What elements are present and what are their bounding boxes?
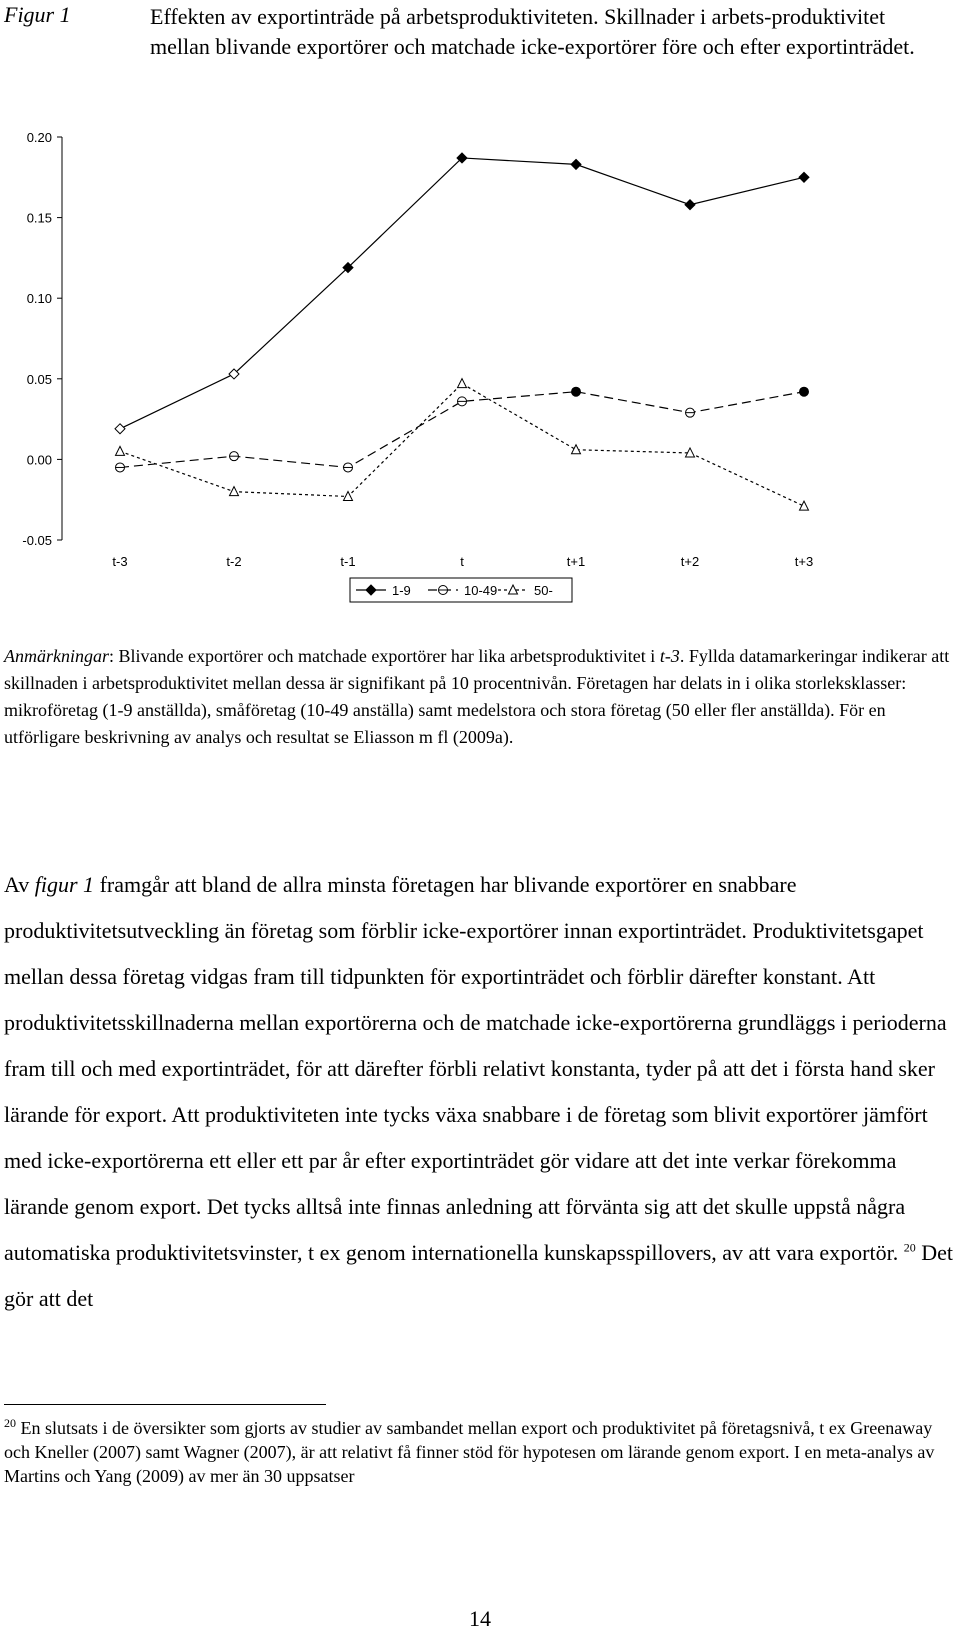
- x-tick-label: t: [460, 554, 464, 569]
- figure-notes: [4, 643, 954, 751]
- figure-reference: figur 1: [34, 872, 95, 897]
- data-point-50-: [458, 379, 467, 388]
- body-pre: Av: [4, 872, 35, 897]
- series-line-1-9: [120, 158, 804, 429]
- notes-label: Anmärkningar: [4, 646, 109, 666]
- y-tick-label: -0.05: [22, 533, 52, 548]
- body-paragraph: [4, 862, 959, 1322]
- data-point-10-49: [800, 387, 809, 396]
- data-point-1-9: [685, 200, 695, 210]
- notes-term: t-3: [659, 646, 680, 666]
- data-point-50-: [116, 446, 125, 455]
- figure-caption: Effekten av exportinträde på arbetsproduktiviteten. Skillnader i arbets-produktivitet mellan blivande exportörer och matchade icke-exportörer före och efter exportinträdet.: [150, 4, 915, 59]
- footnote: [4, 1416, 954, 1488]
- legend-label-50-: 50-: [534, 583, 553, 598]
- legend-label-1-9: 1-9: [392, 583, 411, 598]
- figure-label: Figur 1: [4, 2, 71, 27]
- data-point-50-: [230, 487, 239, 496]
- page-number: 14: [469, 1606, 491, 1631]
- productivity-line-chart: [0, 130, 960, 640]
- footnote-reference[interactable]: 20: [903, 1240, 916, 1255]
- x-tick-label: t-2: [226, 554, 242, 569]
- footnote-divider: [4, 1404, 326, 1405]
- x-tick-label: t+2: [680, 554, 700, 569]
- data-point-1-9: [571, 159, 581, 169]
- y-tick-label: 0.05: [26, 371, 52, 387]
- footnote-text: En slutsats i de översikter som gjorts av studier av sambandet mellan export och produktivitet på företagsnivå, t ex Greenaway och Kneller (2007) samt Wagner (2007), är att relativt få finner stöd för hypotesen om lärande genom export. I en meta-analys av Martins och Yang (2009) av mer än 30 uppsatser: [4, 1418, 935, 1486]
- legend-label-10-49: 10-49: [464, 583, 498, 598]
- x-tick-label: t-3: [112, 554, 128, 569]
- data-point-50-: [344, 491, 353, 500]
- x-tick-label: t+3: [794, 554, 814, 569]
- y-tick-label: 0.00: [26, 452, 52, 468]
- y-tick-label: 0.15: [26, 210, 52, 226]
- notes-post: . Fyllda datamarkeringar indikerar att skillnaden i arbetsproduktivitet mellan dessa är signifikant på 10 procentnivån. Företagen har delats in i olika storleksklasser: mikroföretag (1-9 anställda), småföretag (10-49 anställa) samt medelstora och stora företag (50 eller fler anställda). För en utförligare beskrivning av analys och resultat se Eliasson m fl (2009a).: [4, 646, 950, 747]
- y-tick-label: 0.20: [26, 130, 52, 145]
- data-point-50-: [800, 501, 809, 510]
- x-tick-label: t+1: [566, 554, 586, 569]
- data-point-1-9: [115, 424, 125, 434]
- body-tail: Det gör att det: [4, 1240, 953, 1311]
- x-tick-label: t-1: [340, 554, 356, 569]
- data-point-10-49: [572, 387, 581, 396]
- y-tick-label: 0.10: [26, 291, 52, 307]
- body-main: framgår att bland de allra minsta företagen har blivande exportörer en snabbare produktivitetsutveckling än företag som förblir icke-exportörer innan exportinträdet. Produktivitetsgapet mellan dessa företag vidgas fram till tidpunkten för exportinträdet och förblir därefter konstant. Att produktivitetsskillnaderna mellan exportörerna och de matchade icke-exportörerna grundläggs i perioderna fram till och med exportinträdet, för att därefter förbli relativt konstanta, tyder på att det i första hand sker lärande för export. Att produktiviteten inte tycks växa snabbare i de företag som blivit exportörer jämfört med icke-exportörerna ett eller ett par år efter exportinträdet gör vidare att det inte verkar förekomma lärande genom export. Det tycks alltså inte finnas anledning att förvänta sig att det skulle uppstå några automatiska produktivitetsvinster, t ex genom internationella kunskapsspillovers, av att vara exportör.: [4, 872, 947, 1265]
- notes-pre: : Blivande exportörer och matchade exportörer har lika arbetsproduktivitet i: [109, 646, 660, 666]
- data-point-1-9: [799, 172, 809, 182]
- footnote-number: 20: [4, 1416, 16, 1430]
